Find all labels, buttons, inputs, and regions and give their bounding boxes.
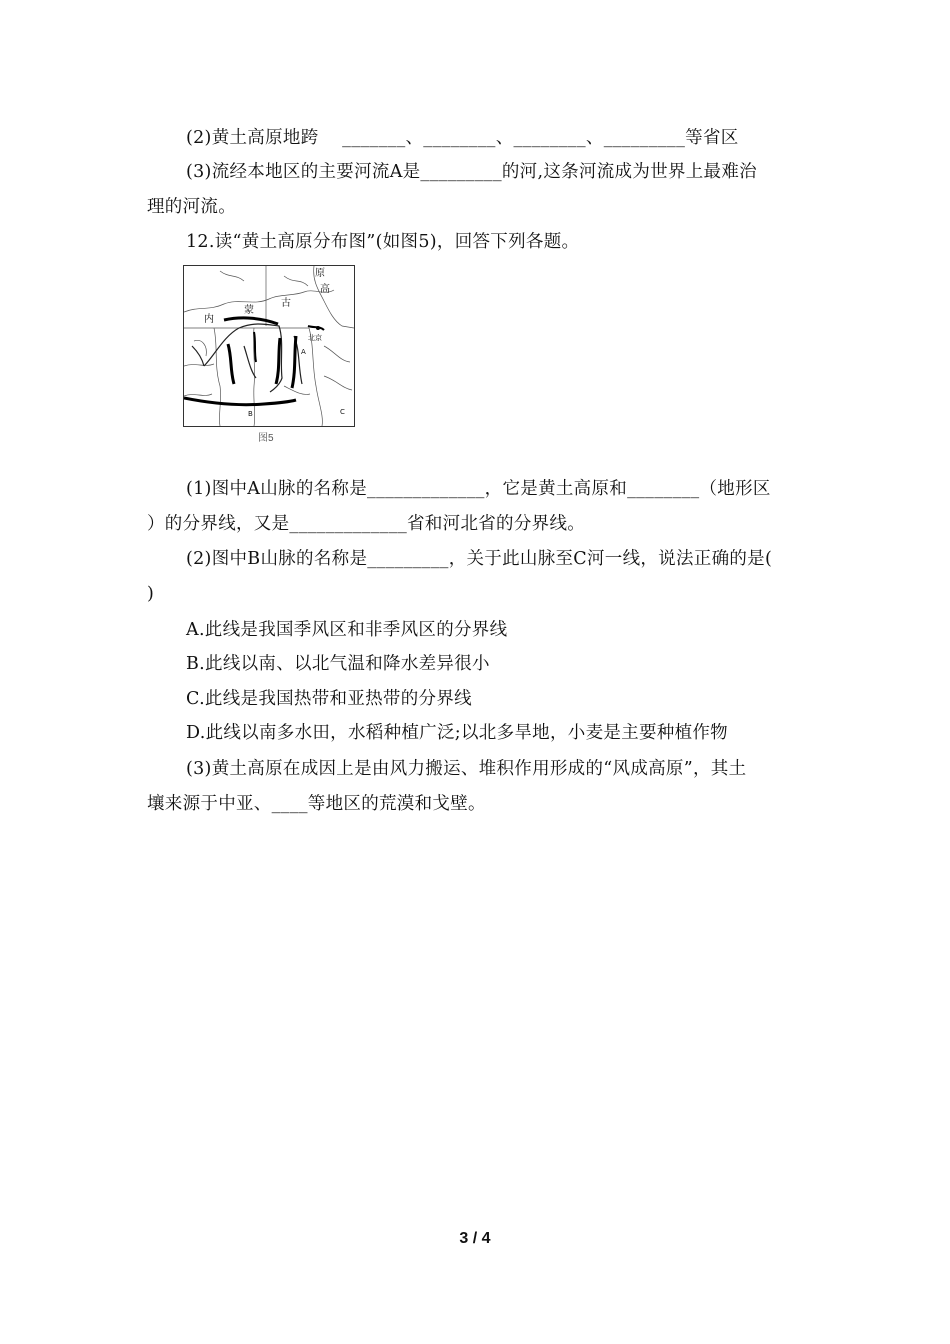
question-12-part-3-continued: 壤来源于中亚、____等地区的荒漠和戈壁。 [147, 794, 486, 814]
map-drawing [184, 266, 354, 426]
map-label-nei: 内 [204, 314, 214, 325]
map-label-a: A [301, 348, 306, 356]
question-12-stem: 12.读“黄土高原分布图”(如图5)，回答下列各题。 [186, 232, 580, 252]
map-label-meng: 蒙 [244, 305, 254, 316]
map-label-gao: 高 [320, 284, 330, 295]
question-11-part-3-continued: 理的河流。 [147, 197, 236, 217]
page-number: 3 / 4 [459, 1230, 491, 1247]
map-label-beijing: 北京 [308, 334, 322, 342]
question-11-part-2: (2)黄土高原地跨 _______、________、________、_________等省区 [186, 128, 739, 148]
question-12-part-1: (1)图中A山脉的名称是_____________，它是黄土高原和________（地形区 [186, 479, 771, 499]
question-12-part-1-continued: ）的分界线，又是_____________省和河北省的分界线。 [147, 514, 586, 534]
question-12-part-2-continued: ) [147, 584, 155, 604]
option-c: C.此线是我国热带和亚热带的分界线 [186, 689, 472, 709]
loess-plateau-map [183, 265, 355, 427]
map-label-gu: 古 [281, 298, 291, 309]
map-label-c: C [340, 408, 345, 416]
question-12-part-3: (3)黄土高原在成因上是由风力搬运、堆积作用形成的“风成高原”，其土 [186, 759, 747, 779]
map-label-b: B [248, 410, 253, 418]
map-label-yuan: 原 [315, 268, 325, 279]
option-a: A.此线是我国季风区和非季风区的分界线 [186, 620, 508, 640]
question-12-part-2: (2)图中B山脉的名称是_________，关于此山脉至C河一线，说法正确的是( [186, 549, 773, 569]
figure-caption: 图5 [258, 433, 274, 444]
question-11-part-3: (3)流经本地区的主要河流A是_________的河,这条河流成为世界上最难治 [186, 162, 757, 182]
beijing-marker [316, 326, 320, 330]
option-d: D.此线以南多水田，水稻种植广泛;以北多旱地，小麦是主要种植作物 [186, 723, 728, 743]
option-b: B.此线以南、以北气温和降水差异很小 [186, 654, 490, 674]
